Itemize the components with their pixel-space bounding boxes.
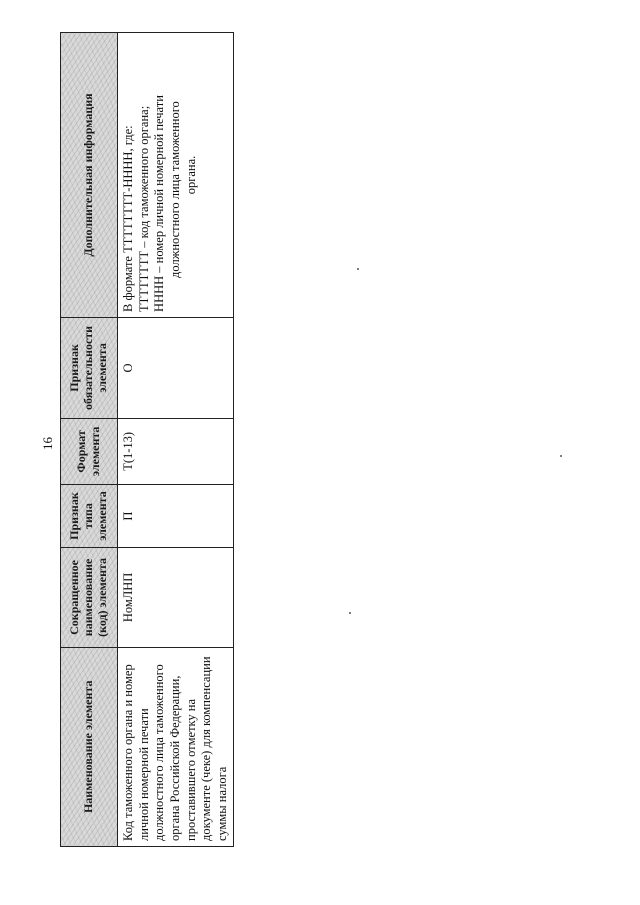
page-number: 16 <box>40 437 55 450</box>
element-table <box>60 32 234 847</box>
cell-element-type: П <box>118 484 234 547</box>
cell-required-flag: О <box>118 317 234 418</box>
info-line-customs-code: ТТТТТТТТ – код таможенного органа; <box>136 105 151 312</box>
header-element-type: Признак типа элемента <box>61 484 118 547</box>
cell-short-code: НомЛНП <box>118 548 234 647</box>
scan-speck <box>560 455 562 457</box>
table-row <box>118 33 234 847</box>
scan-speck <box>349 612 351 614</box>
header-required-flag: Признак обязательности элемента <box>61 317 118 418</box>
header-short-code: Сокращенное наименование (код) элемента <box>61 548 118 647</box>
table-header-row <box>61 33 118 847</box>
header-additional-info: Дополнительная информация <box>61 33 118 318</box>
header-element-format: Формат элемента <box>61 418 118 484</box>
info-line-official: должностного лица таможенного <box>167 101 182 278</box>
header-element-name: Наименование элемента <box>61 647 118 846</box>
cell-additional-info <box>118 33 234 318</box>
table-container <box>60 32 229 847</box>
cell-element-name: Код таможенного органа и номер личной номерной печати должностного лица таможенного органа Российской Федерации, проставившего отметку на документе (чеке) для компенсации суммы налога <box>118 647 234 846</box>
scan-speck <box>357 268 359 270</box>
info-line-format: В формате ТТТТТТТТ-НННН, где: <box>121 125 135 312</box>
info-line-body: органа. <box>183 155 198 195</box>
info-line-seal-number: НННН – номер личной номерной печати <box>152 95 167 312</box>
cell-element-format: T(1-13) <box>118 418 234 484</box>
